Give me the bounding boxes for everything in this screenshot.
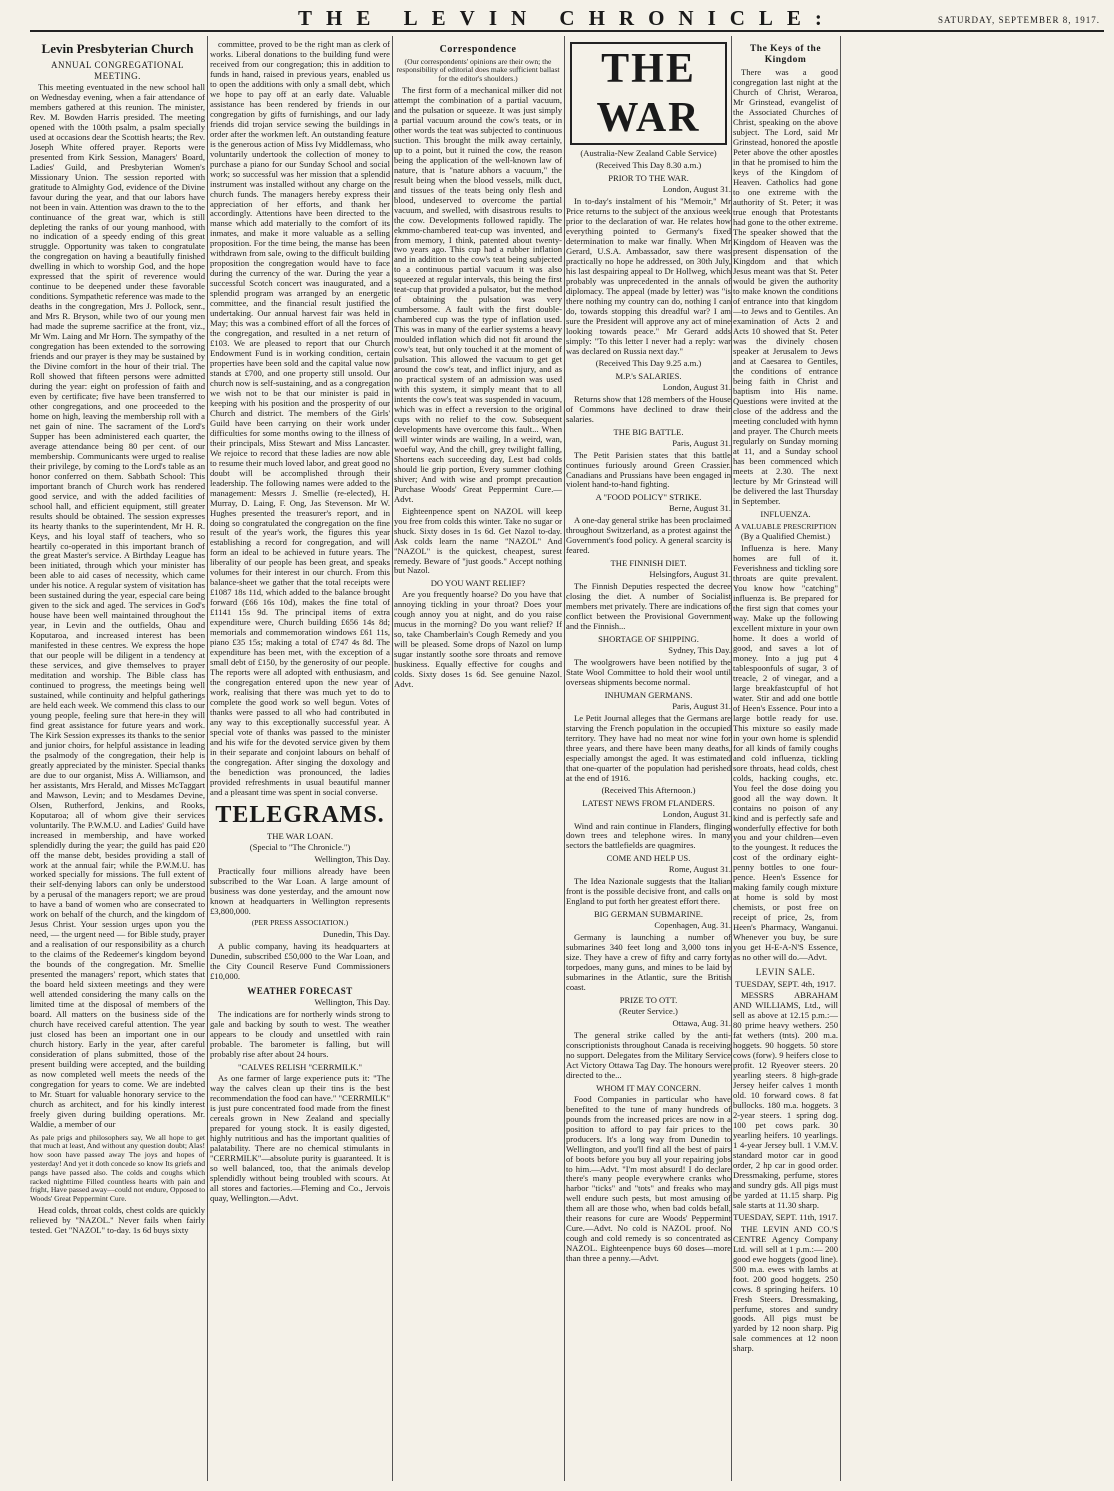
received-time: (Received This Afternoon.) bbox=[601, 784, 696, 795]
received-time: (Received This Day 8.30 a.m.) bbox=[595, 160, 702, 171]
item-heading: INHUMAN GERMANS. bbox=[604, 689, 693, 700]
item-body: Practically four millions already have been subscribed to the War Loan. A large amount of business was done yesterday, and the amount now known at headquarters in Wellington represents £3,800,000. bbox=[210, 866, 390, 917]
section-heading-telegrams: TELEGRAMS. bbox=[215, 801, 385, 828]
item-subheading: A VALUABLE PRESCRIPTION bbox=[734, 521, 837, 531]
sale-heading: LEVIN SALE. bbox=[755, 967, 816, 978]
section-heading-the-war: THE WAR bbox=[570, 42, 727, 145]
item-dateline: Paris, August 31. bbox=[672, 700, 731, 711]
item-heading: WEATHER FORECAST bbox=[247, 985, 353, 996]
advert-text: Eighteenpence spent on NAZOL will keep you free from colds this winter. Take no sugar or shuck. Sixty doses in 1s 6d. Get Nazol to-day. Ask colds learn the name "NAZOL" And "NAZOL" is the quickest, cheapest, surest remedy. Beware of "just goods." Accept nothing but Nazol. bbox=[394, 505, 562, 576]
item-dateline: London, August 31. bbox=[662, 184, 731, 195]
item-source: (PER PRESS ASSOCIATION.) bbox=[251, 918, 349, 928]
item-heading: LATEST NEWS FROM FLANDERS. bbox=[582, 797, 715, 808]
item-body: The Petit Parisien states that this battle continues furiously around Green Crassier. Canadians and Prussians have been engaged in violent hand-to-hand fighting. bbox=[566, 449, 731, 490]
received-time: (Received This Day 9.25 a.m.) bbox=[595, 357, 702, 368]
item-body: The woolgrowers have been notified by the State Wool Committee to hold their wool until overseas shipments become normal. bbox=[566, 656, 731, 687]
column-rule bbox=[207, 36, 208, 1481]
newspaper-title: THE LEVIN CHRONICLE: bbox=[298, 6, 836, 30]
item-heading: DO YOU WANT RELIEF? bbox=[430, 578, 526, 589]
item-body: Germany is launching a number of submarines 340 feet long and 3,000 tons in size. They have a crew of fifty and carry forty torpedoes, many guns, and mines to be laid by submarines in the Atlantic, sure the British coast. bbox=[566, 932, 731, 993]
sale-list: THE LEVIN AND CO.'S CENTRE Agency Company Ltd. will sell at 1 p.m.:— 200 good ewe hoggets (good line). 500 m.a. ewes with lambs at foot. 200 good hoggets. 250 cows. 8 springing heifers. 10 Fresh Steers. Dressmaking, perfume, stores and sundry goods. All pigs must be yarded by 12 noon sharp. Pig sale commences at 12 noon sharp. bbox=[733, 1223, 838, 1354]
column-rule bbox=[731, 36, 732, 1481]
column-4 bbox=[566, 40, 731, 1480]
article-heading: The Keys of the Kingdom bbox=[749, 44, 822, 66]
column-3 bbox=[394, 40, 562, 1480]
advert-text: Are you frequently hoarse? Do you have that annoying tickling in your throat? Does your cough annoy you at night, and do you raise mucus in the morning? Do you want relief? If so, take Chamberlain's Cough Remedy and you will be pleased. Some drops of Nazol on lump sugar instantly soothe sore throats and remove huskiness. Equally effective for coughs and colds. Sixty doses 1s 6d. See genuine Nazol. Advt. bbox=[394, 589, 562, 690]
sale-date: TUESDAY, SEPT. 4th, 1917. bbox=[735, 978, 836, 989]
column-rule bbox=[564, 36, 565, 1481]
item-body: Influenza is here. Many homes are full of it. Feverishness and tickling sore throats are quite prevalent. You know how "catching" influenza is. Be prepared for the first sign that comes your way. Make up the following excellent mixture in your own home. It does a world of good, and saves a lot of money. Into a jug put 4 tablespoonfuls of sugar, 3 of treacle, 2 of vinegar, and a large breakfastcupful of hot water. Stir and add one bottle of Heen's Essence. Pour into a large bottle ready for use. This mixture so easily made in your own home is splendid for all kinds of family coughs and cold influenza, tickling sore throats, head colds, chest colds, hacking coughs, etc. You feel the dose doing you good all the way down. It contains no poison of any kind and is perfectly safe and wonderfully effective for both you and your children—even to the youngest. It reduces the cost of the ordinary eight-penny bottles to one four-pence. Heen's Essence for making family cough mixture at home is sold by most chemists, or post free on receipt of price, 2s, from Heen's Pharmacy, Wanganui. Whenever you buy, be sure you get H-E-A-N'S Essence, as no other will do.—Advt. bbox=[733, 543, 838, 963]
article-heading: Levin Presbyterian Church bbox=[41, 41, 194, 56]
letter-body: The first form of a mechanical milker did not attempt the combination of a partial vacuum, and the pulsation or squeeze. It was just simply a partial vacuum around the cow's teats, or in other words the teat was subjected to continuous suction. This brought the milk away certainly, up to a point, but it ruined the cow, the reason being the application of the well-known law of nature, that is "nature abhors a vacuum," the result being when the blood vessels, milk duct, and tissues of the teats being only flesh and blood, undeserved to overcome the partial vacuum, and swelled, with disastrous results to the cow. Developments followed rapidly. The ekmmo-chambered teat-cup was invented, and from memory, I think, patented about twenty-two years ago. This cup had a rubber inflation and in addition to the cow's teat being subjected to a continuous partial vacuum it was also squeezed at regular intervals, this being the first teat-cup that provided a pulsator, but the method of obtaining the pulsation was very cumbersome. A fault with the first double-chambered cup was the type of inflation used. This was in many of the earlier systems a heavy moulded inflation which did not fit around the cow's teat, but only touched it at the moment of pulsation. This allowed the vacuum to get get around the cow's teat, and inflict injury, and as no practical system of an admission was used with this system, it simply meant that to all intents the cow's teat was suspended in vacuum, which was in effect a reversion to the original cups with no relief to the cow. Subsequent developments have overcome this fault... When will winter winds are wailing, In a weird, wan, woeful way, And the chill, grey twilight falling, Shortens each succeeding day, Lest bad colds should lie grip portion, Every summer clothing shiver; And with wise and prompt precaution Purchase Woods' Great Peppermint Cure.—Advt. bbox=[394, 84, 562, 504]
item-heading: PRIOR TO THE WAR. bbox=[608, 173, 689, 184]
item-dateline: Ottawa, Aug. 31. bbox=[672, 1017, 731, 1028]
item-body: A one-day general strike has been proclaimed throughout Switzerland, as a protest against the Government's food policy. A general scarcity is feared. bbox=[566, 515, 731, 556]
sale-list: MESSRS ABRAHAM AND WILLIAMS, Ltd., will sell as above at 12.15 p.m.:— 80 prime heavy wethers. 250 fat wethers (tnts). 200 m.a. hoggets. 90 hoggets. 50 store cows (forw). 9 heifers close to profit. 12 Ryeover steers. 20 yearling steers. 8 high-grade Jersey heifer calves 1 month old. 10 forward cows. 8 fat bullocks. 180 m.a. hoggets. 3 2-year steers. 1 spring dog. 100 pet cows park. 30 yearling heifers. 10 yearlings. 1 4-year Jersey bull. 1 V.M.V. standard motor car in good order, 2 hp car in good order. Dressmaking, perfume, stores and sundry gds. All pigs must be yarded at 11.15 sharp. Pig sale starts at 11.30 sharp. bbox=[733, 990, 838, 1210]
item-heading: WHOM IT MAY CONCERN. bbox=[596, 1082, 701, 1093]
item-body: Food Companies in particular who have benefited to the tune of many hundreds of pounds from the increased prices are now in a position to afford to pay fair prices to the producers. It's a long way from Dunedin to Wellington, and you'll find all the best of pairs of boots before you buy all your repairing jobs to him.—Advt. "I'm most absurd! I do declare there's many people everywhere cranks who harbor "ticks" and "tots" and freaks who may well endure such pests, but most amusing of them all are those who, when bad colds befall, their reasons for cure are Woods' Peppermint Cure.—Advt. No cold is NAZOL proof. No cough and cold remedy is so concentrated as NAZOL. Eighteenpence buys 60 doses—more than three a penny.—Advt. bbox=[566, 1093, 731, 1264]
item-body: As one farmer of large experience puts it: "The way the calves clean up their tins is the best recommendation the food can have." "CERRMILK" is just pure concentrated food made from the finest cereals grown in New Zealand and specially prepared for young stock. It is easily digested, highly nutritious and has the important qualities of palatability. There are no chemical stimulants in "CERRMILK"—absolute purity is guaranteed. It is so well balanced, too, that the animals develop splendidly without being troubled with scours. At all stores and factories.—Fleming and Co., Jervois quay, Wellington.—Advt. bbox=[210, 1073, 390, 1203]
item-heading: BIG GERMAN SUBMARINE. bbox=[593, 909, 704, 920]
article-body: committee, proved to be the right man as clerk of works. Liberal donations to the building fund were received from our congregation; this in addition to funds in hand, raised in previous years, enabled us to open the additions with only a small debt, which we hope to pay off at an early date. Valuable assistance has been rendered by friends in our congregation by gifts of furnishings, and our lady friends did trojan service sewing the buildings in order after the workmen left. An outstanding feature is the generous action of Miss Ivy Middlemass, who voluntarily undertook the collection of money to purchase a piano for our Sunday School and social work; so successful was her mission that a splendid instrument was installed without any charge on the church funds. The managers hereby express their appreciation of her efforts, and thank her accordingly. Attentions have been directed to the manse which add materially to the comfort of its inmates, and make it more valuable as a selling proposition. For the time being, the manse has been withdrawn from sale, owing to the difficult building proposition the congregation would have to face during the currency of the war. During the year a successful Scotch concert was inaugurated, and a splendid program was arranged by an energetic committee, and the financial result justified the undertaking. Our annual harvest fair was held in May; this was a combined effort of all the forces of the congregation, and resulted in a net return of £103. We are pleased to report that our Church Endowment Fund is in working condition, certain properties have been sold and the capital value now stands at £700, and one property still unsold. Our church now is self-sustaining, and as a congregation we wish not to be that our minister is paid in keeping with his position and the prosperity of our Church and district. The members of the Girls' Guild have been carrying on their work under difficulties for some months owing to the illness of their principals, Miss Stewart and Miss Lancaster. We rejoice to record that these ladies are now able to resume their much loved labor, and great good no doubt will be accomplished through their leadership. The following names were added to the management: Messrs J. Smellie (re-elected), H. Murray, D. Laing, F. Ong, Jas Stevenson. Mr W. Hughes presented the treasurer's report, and in doing so congratulated the congregation on the fine result of the year's work, the figures this year establishing a record for congregation, and will form an ideal to be achieved in future years. The liberality of our people has been great, and speaks volumes for their interest in our church. From this balance-sheet we gather that the total receipts were £1087 18s 11d, which added to the balance brought forward (£66 16s 10d), makes the fine total of £1141 15s 9d. The principal items of extra expenditure were, Church building £656 14s 8d; memorials and commemoration windows £61 11s, piano £35 15s; making a total of £747 4s 8d. The expenditure has been met, with the exception of a small debt of £150, by the generosity of our people. The reports were all adopted with enthusiasm, and the congregation entered upon the new year of work, realising that there was much yet to do to complete the good work so well begun. Votes of thanks were passed to all who had contributed in any way to this exceptionally successful year. A special vote of thanks was passed to the minister and his wife for the devoted service given by them in their separate and conjoint labours on behalf of the congregation. After singing the doxology and the benediction was pronounced, the ladies provided refreshments in usual beautiful manner and a pleasant time was spent in social converse. bbox=[210, 40, 390, 797]
item-dateline: Sydney, This Day. bbox=[668, 645, 731, 655]
item-body: In to-day's instalment of his "Memoir," Mr Price returns to the subject of the anxious week prior to the declaration of war. He relates how everything pointed to Germany's fixed determination to make war finally. When Mr Gerard, U.S.A. Ambassador, saw there was practically no hope he addressed, on 30th July, his last despairing appeal to Dr Hollweg, which probably was unprecedented in the annals of diplomacy. The appeal (made by letter) was "is there nothing my country can do, nothing I can do, towards stopping this dreadful war? I am sure the President will approve any act of mine looking towards peace." Mr Gerard adds simply: "To this letter I never had a reply: war was declared on Russia next day." bbox=[566, 196, 731, 356]
sale-date: TUESDAY, SEPT. 11th, 1917. bbox=[733, 1211, 838, 1222]
item-body: The Idea Nazionale suggests that the Italian front is the possible decisive front, and calls on England to put forth her greatest effort there. bbox=[566, 876, 731, 907]
masthead bbox=[30, 6, 1104, 32]
section-heading-correspondence: Correspondence bbox=[439, 44, 517, 55]
item-dateline: London, August 31. bbox=[662, 808, 731, 819]
item-heading: PRIZE TO OTT. bbox=[619, 995, 678, 1005]
item-dateline: Helsingfors, August 31. bbox=[649, 569, 731, 580]
cable-service: (Australia-New Zealand Cable Service) bbox=[580, 148, 717, 159]
item-body: The indications are for northerly winds strong to gale and backing by south to west. The weather appears to be cloudy and unsettled with rain probable. The barometer is falling, but will probably rise after about 24 hours. bbox=[210, 1009, 390, 1060]
item-body: The general strike called by the anti-conscriptionists throughout Canada is receiving no support. Delegates from the Military Service Act Victory Ottawa Tag Day. The honours were directed to the... bbox=[566, 1029, 731, 1080]
item-body: The Finnish Deputies respected the decree closing the diet. A number of Socialist members met privately. There are indications of conflict between the Provisional Government and the Finnish... bbox=[566, 581, 731, 632]
item-dateline: Copenhagen, Aug. 31. bbox=[654, 920, 731, 931]
item-body: Wind and rain continue in Flanders, flinging down trees and telephone wires. In many sectors the battlefields are quagmires. bbox=[566, 820, 731, 851]
column-1 bbox=[30, 40, 205, 1480]
item-heading: M.P.'s SALARIES. bbox=[615, 370, 682, 381]
item-body: Le Petit Journal alleges that the Germans are starving the French population in the occupied territory. They have had no meat nor wine for three years, and there have been many deaths, especially amongst the aged. It was estimated that one-quarter of the population had perished at the end of 1916. bbox=[566, 712, 731, 783]
item-heading: SHORTAGE OF SHIPPING. bbox=[598, 634, 699, 645]
item-source: (Special to "The Chronicle.") bbox=[249, 842, 351, 853]
item-heading: THE WAR LOAN. bbox=[267, 831, 333, 842]
column-rule bbox=[392, 36, 393, 1481]
column-2 bbox=[210, 40, 390, 1480]
column-rule bbox=[840, 36, 841, 1481]
issue-date: SATURDAY, SEPTEMBER 8, 1917. bbox=[937, 15, 1100, 25]
advert-text: Head colds, throat colds, chest colds are quickly relieved by "NAZOL." Never fails when fairly tested. Get "NAZOL" to-day. 1s 6d buys sixty bbox=[30, 1205, 205, 1235]
item-heading: A "FOOD POLICY" STRIKE. bbox=[595, 492, 702, 503]
item-heading: THE BIG BATTLE. bbox=[613, 426, 684, 437]
column-5 bbox=[733, 40, 838, 1480]
item-heading: "CALVES RELISH "CERRMILK." bbox=[237, 1062, 363, 1073]
article-body: There was a good congregation last night at the Church of Christ, Weraroa, Mr Grinstead, evangelist of the Associated Churches of Christ, speaking on the above subject. The Lord, said Mr Grinstead, honored the apostle Peter above the other apostles in that he promised to him the keys of the Kingdom of Heaven. Catholics had gone to one extreme with the authority of St. Peter; it was true enough that Protestants had gone to the other extreme. The speaker showed that the Kingdom of Heaven was the present dispensation of the Kingdom and that which Jesus meant was that St. Peter would be given the authority to make known the conditions of entrance into that kingdom—to Jews and to Gentiles. An examination of Acts 2 and Acts 10 showed that St. Peter was the divinely chosen speaker at Jerusalem to Jews and at Caesarea to Gentiles, the conditions of entrance being faith in Christ and baptism into His name. Questions were invited at the close of the address and the meeting concluded with hymn and prayer. The Church meets regularly on Sunday morning at 11, and a Sunday school has been commenced which meets at 2.30. The next lecture by Mr Grinstead will be delivered the last Thursday in September. bbox=[733, 67, 838, 506]
poem: As pale prigs and philosophers say, We all hope to get that much at least, And without any question doubt; Alas! how soon have passed away The joys and hopes of yesterday! And yet it doth concede so know Its griefs and pangs have passed also. The colds and coughs which racked nighttime Filled countless hearts with pain and fright, Have passed away—could not endure, Opposed to Woods' Great Peppermint Cure. bbox=[30, 1132, 205, 1204]
item-dateline: Paris, August 31. bbox=[672, 437, 731, 448]
item-source: (Reuter Service.) bbox=[619, 1005, 678, 1016]
item-dateline: Rome, August 31. bbox=[668, 864, 731, 875]
item-heading: INFLUENZA. bbox=[760, 508, 811, 519]
item-dateline: Wellington, This Day. bbox=[314, 997, 390, 1008]
editorial-disclaimer: (Our correspondents' opinions are their own; the responsibility of editorial does make sufficient ballast for the editor's shoulders.) bbox=[396, 56, 560, 84]
item-dateline: Berne, August 31. bbox=[668, 503, 731, 514]
item-dateline: Wellington, This Day. bbox=[314, 854, 390, 865]
item-body: A public company, having its headquarters at Dunedin, subscribed £50,000 to the War Loan, and the City Council Reserve Fund Commissioners £10,000. bbox=[210, 940, 390, 981]
article-body: This meeting eventuated in the new school hall on Wednesday evening, when a fair attendance of members gathered at this reunion. The minister, Rev. M. Bowden Harris presided. The meeting opened with the 100th psalm, a psalm specially used at occasions dear the Scottish hearts; the Rev. Joseph White offered prayer. Reports were presented from Kirk Session, Managers' Board, Ladies' Guild, and Presbyterian Women's Missionary Union. The session reported with gratitude to Almighty God, evidence of the Divine favour during the year, and that our labors have not been in vain. Attention was drawn to the to the continuance of the great war, which is still depleting the ranks of our young manhood, with no indication of a speedy ending of this great struggle. Opportunity was taken to congratulate the congregation on having a beautifully finished dwelling in which to worship God, and the hope expressed that the spirit of reverence would continue to be deepened under these favorable conditions. Sympathetic reference was made to the deaths in the congregation, Mrs J. Pollock, senr., and Mrs R. Bryson, while two of our young men had made the supreme sacrifice at the front, viz., Mr Wm. Laing and Mr Horn. The sympathy of the congregation has been extended to the sorrowing friends and our prayer is they may be sustained by the Divine comfort in the hour of their trial. The Roll showed that fifteen persons were admitted during the year: eight on profession of faith and even by certificate; five have been transferred to other congregations, and one proceeded to the home on high, leaving the membership roll with a net gain of nine. The sacrament of the Lord's Supper has been administered each quarter, the average attendance being 80 per cent. of our membership. Communicants were urged to realise their privilege, by coming to the Lord's table as an honor conferred on them. Sabbath School: This important branch of Church work has rendered good service, and with the added facilities of school hall, and efficient equipment, still greater results should be obtained. The session expresses its hearty thanks to the superintendent, Mr H. R. Keys, and his loyal staff of teachers, who so heartily co-operated in this important branch of the great Master's service. A Birthday League has been initiated, through which your minister has been able to aid cases of necessity, which came under his notice. A regular system of visitation has been sustained during the year, especial care being given to the sick and aged. The services in God's house have been well maintained throughout the year, in Levin and the outfields, Ohau and Koputaroa, and increased interest has been manifested in these centres. We express the hope that our people will be diligent in a tendency at these services, and give themselves to prayer meditation and worship. The Bible class has continued to progress, the meetings being well sustained, while continuity and helpful gatherings are held each week. We commend this class to our young people, feeling sure that here-in they will find great assistance for future years and work. The Kirk Session expresses its thanks to the senior and junior choirs, for helpful assistance in leading the psalmody of the congregation, their help is greatly appreciated by the minister. Special thanks are due to our organist, Miss A. Williamson, and her assistants, Mrs Herald, and Misses McTaggart and Mawson, Levin; and to Mesdames Devine, Olsen, Rutherford, Jenkins, and Rooks, Koputaroa; all of whom give their services voluntarily. The P.W.M.U. and Ladies' Guild have increased in membership, and have worked splendidly during the year; the guild has paid £20 off the manse debt, besides providing a stall of work at the annual fair; while the P.W.M.U. has worked specially for missions. The full extent of their self-denying labors can only be understood by a perusal of the managers report; we are proud to have a band of women who are consecrated to work on behalf of the church, and the kingdom of Jesus Christ. Your session urges upon you the need, — the urgent need — for Bible study, prayer and a realisation of our responsibility as a church to the claims of the Redeemer's kingdom beyond the bounds of the congregation. Mr. Smellie presented the managers' report, which states that the board held sixteen meetings and they were well attended considering the many calls on the limited time at the disposal of members of the board. All matters on the business side of the church have received careful attention. The year just closed has been an important one in our church history. Early in the year, after careful consideration of plans submitted, those of the present building were accepted, and the building as now completed well meets the needs of the congregation for years to come. We are indebted to Mr. Stuart for valuable honorary service to the church as architect, and for his kindly interest freely given during building operations. Mr. Waldie, a member of our bbox=[30, 81, 205, 1129]
item-dateline: Dunedin, This Day. bbox=[322, 929, 390, 939]
article-subheading: ANNUAL CONGREGATIONAL MEETING. bbox=[51, 60, 184, 81]
item-source: (By a Qualified Chemist.) bbox=[740, 531, 831, 542]
item-heading: THE FINNISH DIET. bbox=[610, 558, 687, 569]
item-heading: COME AND HELP US. bbox=[606, 853, 691, 864]
item-body: Returns show that 128 members of the House of Commons have declined to draw their salaries. bbox=[566, 393, 731, 424]
item-dateline: London, August 31. bbox=[662, 381, 731, 392]
